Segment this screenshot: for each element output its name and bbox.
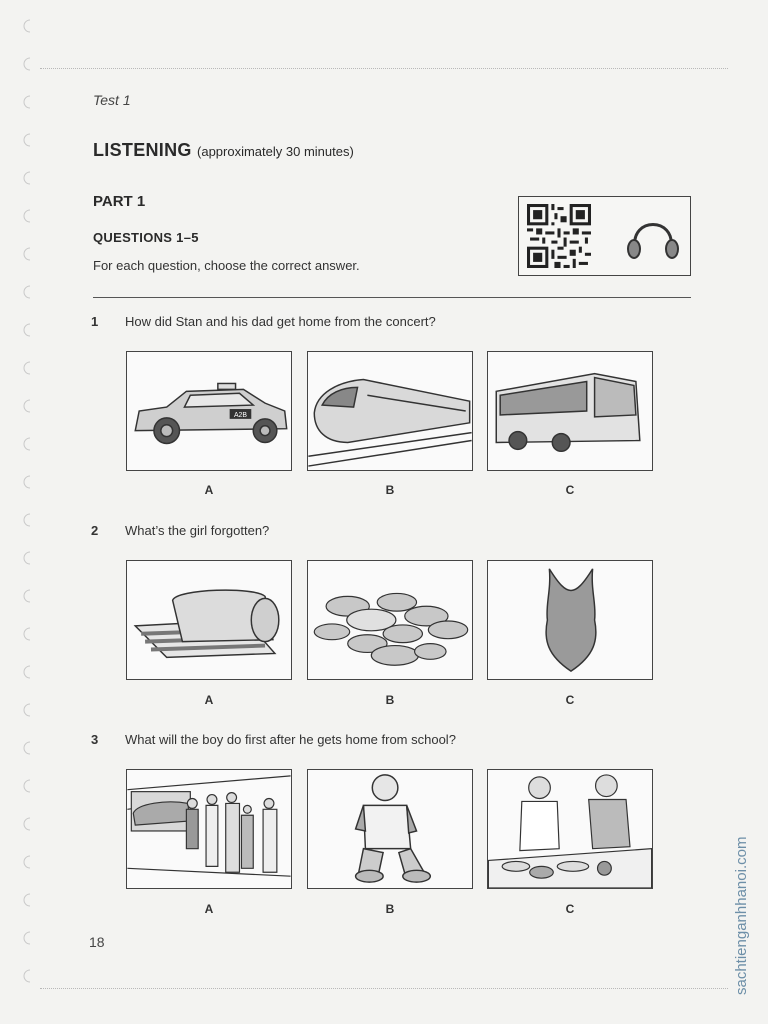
q3-option-a-station-queue-picture[interactable] [126, 769, 292, 889]
q3-option-a-label: A [204, 902, 214, 916]
q2-option-a-label: A [204, 693, 214, 707]
page-number: 18 [89, 934, 105, 950]
q2-option-a-towel-picture[interactable] [126, 560, 292, 680]
section-divider [93, 297, 691, 298]
question-text: What will the boy do first after he gets home from school? [125, 732, 456, 747]
watermark [733, 795, 750, 995]
question-number: 1 [91, 314, 99, 329]
binder-holes [0, 0, 40, 1024]
top-margin-rule [40, 68, 728, 69]
question-number: 2 [91, 523, 99, 538]
q1-option-a-taxi-picture[interactable] [126, 351, 292, 471]
q2-option-b-coins-picture[interactable] [307, 560, 473, 680]
q3-option-c-making-food-picture[interactable] [487, 769, 653, 889]
question-number: 3 [91, 732, 99, 747]
section-title [93, 140, 354, 161]
q2-option-c-label: C [565, 693, 575, 707]
audio-qr-box [518, 196, 691, 276]
q2-option-b-label: B [385, 693, 395, 707]
question-text: How did Stan and his dad get home from the concert? [125, 314, 436, 329]
q3-option-c-label: C [565, 902, 575, 916]
q1-option-c-bus-picture[interactable] [487, 351, 653, 471]
part-title: PART 1 [93, 193, 146, 210]
section-duration-note: (approximately 30 minutes) [197, 144, 354, 159]
q1-option-b-train-picture[interactable] [307, 351, 473, 471]
q1-option-a-label: A [204, 483, 214, 497]
q2-option-c-swimsuit-picture[interactable] [487, 560, 653, 680]
watermark-text: sachtienganhhanoi.com [733, 836, 750, 995]
instruction: For each question, choose the correct answer. [93, 258, 360, 273]
question-text: What’s the girl forgotten? [125, 523, 270, 538]
bottom-margin-rule [40, 988, 728, 989]
running-head: Test 1 [93, 92, 131, 108]
qr-code-icon [527, 204, 591, 268]
q1-option-c-label: C [565, 483, 575, 497]
section-title-text: LISTENING [93, 140, 192, 160]
q1-option-b-label: B [385, 483, 395, 497]
q3-option-b-label: B [385, 902, 395, 916]
headphones-icon [621, 211, 685, 263]
q3-option-b-boy-trainers-picture[interactable] [307, 769, 473, 889]
questions-range: QUESTIONS 1–5 [93, 230, 199, 245]
taxi-door-sign: A2B [233, 411, 247, 419]
